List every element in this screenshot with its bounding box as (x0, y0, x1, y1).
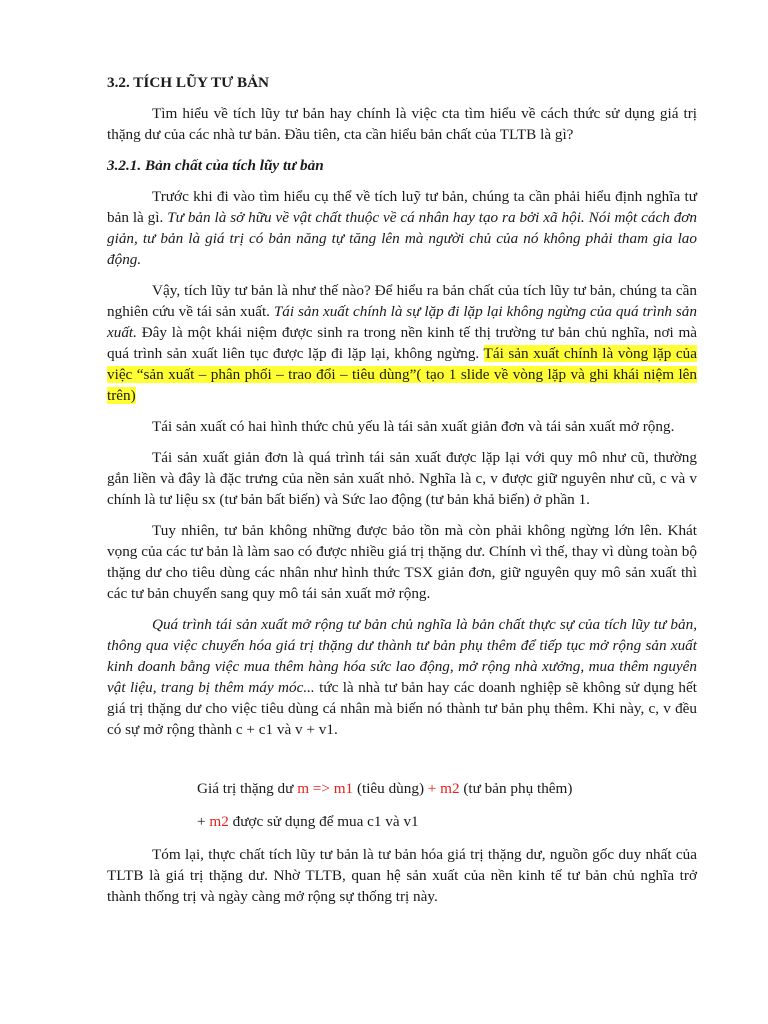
extended-reproduction-italic: Quá trình tái sản xuất mở rộng tư bản chủ nghĩa là bản chất thực sự của tích lũy tư bản, thông qua việc chuyển hóa giá trị thặng dư thành tư bản phụ thêm để tiếp tục mở rộng sản xuất kinh doanh bằng việc mua thêm hàng hóa sức lao động, mở rộng nhà xưởng, mua thêm nguyên vật liệu, trang bị thêm máy móc... (107, 616, 697, 696)
extended-reproduction-text: tức là nhà tư bản hay các doanh nghiệp sẽ không sử dụng hết giá trị thặng dư cho việc tiêu dùng cá nhân mà biến nó thành tư bản phụ thêm. Khi này, c, v đều có sự mở rộng thành c + c1 và v + v1. (107, 679, 697, 738)
section-title: 3.2. TÍCH LŨY TƯ BẢN (107, 74, 270, 91)
formula-plus-m2: + m2 (427, 780, 460, 797)
paragraph-extended-reproduction (107, 614, 697, 740)
subsection-title: 3.2.1. Bản chất của tích lũy tư bản (107, 157, 324, 174)
paragraph-forms: Tái sản xuất có hai hình thức chủ yếu là tái sản xuất giản đơn và tái sản xuất mở rộng. (152, 418, 675, 435)
spacer (107, 832, 697, 844)
paragraph-definition-text: Trước khi đi vào tìm hiểu cụ thể về tích luỹ tư bản, chúng ta cần phải hiểu định nghĩa tư bản là gì. (107, 188, 697, 226)
formula-m2: m2 (209, 813, 229, 830)
formula-plus: + (197, 813, 210, 830)
highlighted-note: Tái sản xuất chính là vòng lặp của việc “sản xuất – phân phối – trao đổi – tiêu dùng”( tạo 1 slide về vòng lặp và ghi khái niệm lên trên) (107, 345, 697, 404)
capital-definition-italic: Tư bản là sở hữu về vật chất thuộc về cá nhân hay tạo ra bởi xã hội. Nói một cách đơn giản, tư bản là giá trị có bản năng tự tăng lên mà người chủ của nó không phải tham gia lao động. (107, 209, 697, 268)
formula-label: Giá trị thặng dư (197, 780, 298, 797)
formula-line-1 (107, 778, 697, 799)
formula-m-to-m1: m => m1 (297, 780, 354, 797)
formula-additional-capital: (tư bản phụ thêm) (459, 780, 573, 797)
paragraph-simple-reproduction: Tái sản xuất giản đơn là quá trình tái sản xuất được lặp lại với quy mô như cũ, thường gắn liền và đây là đặc trưng của nền sản xuất nhỏ. Nghĩa là c, v được giữ nguyên như cũ, c và v chính là tư liệu sx (tư bản bất biến) và Sức lao động (tư bản khả biến) ở phần 1. (107, 449, 697, 508)
document-page (107, 72, 697, 917)
paragraph-conclusion: Tóm lại, thực chất tích lũy tư bản là tư bản hóa giá trị thặng dư, nguồn gốc duy nhất của TLTB là giá trị thặng dư. Nhờ TLTB, quan hệ sản xuất của nền kinh tế tư bản chủ nghĩa trở thành thống trị và ngày càng mở rộng sự thống trị này. (107, 846, 697, 905)
paragraph-reproduction (107, 280, 697, 406)
paragraph-reproduction-text: Vậy, tích lũy tư bản là như thế nào? Để hiểu ra bản chất của tích lũy tư bản, chúng ta cần nghiên cứu về tái sản xuất. (107, 282, 697, 320)
paragraph-reproduction-text-2: Đây là một khái niệm được sinh ra trong nền kinh tế thị trường tư bản chủ nghĩa, nơi mà quá trình sản xuất liên tục được lặp đi lặp lại, không ngừng. (107, 324, 697, 362)
formula-line-2 (107, 811, 697, 832)
spacer (107, 750, 697, 778)
spacer (107, 799, 697, 811)
intro-paragraph: Tìm hiểu về tích lũy tư bản hay chính là việc cta tìm hiểu về cách thức sử dụng giá trị thặng dư của các nhà tư bản. Đầu tiên, cta cần hiểu bản chất của TLTB là gì? (107, 105, 697, 143)
paragraph-definition (107, 186, 697, 270)
reproduction-definition-italic: Tái sản xuất chính là sự lặp đi lặp lại không ngừng của quá trình sản xuất. (107, 303, 697, 341)
formula-usage: được sử dụng để mua c1 và v1 (228, 813, 419, 830)
paragraph-expansion: Tuy nhiên, tư bản không những được bảo tồn mà còn phải không ngừng lớn lên. Khát vọng của các tư bản là làm sao có được nhiều giá trị thặng dư. Chính vì thế, thay vì dùng toàn bộ thặng dư cho tiêu dùng các nhân như hình thức TSX giản đơn, giữ nguyên quy mô sản xuất thì các tư bản chuyển sang quy mô tái sản xuất mở rộng. (107, 522, 697, 602)
formula-consumption: (tiêu dùng) (353, 780, 428, 797)
